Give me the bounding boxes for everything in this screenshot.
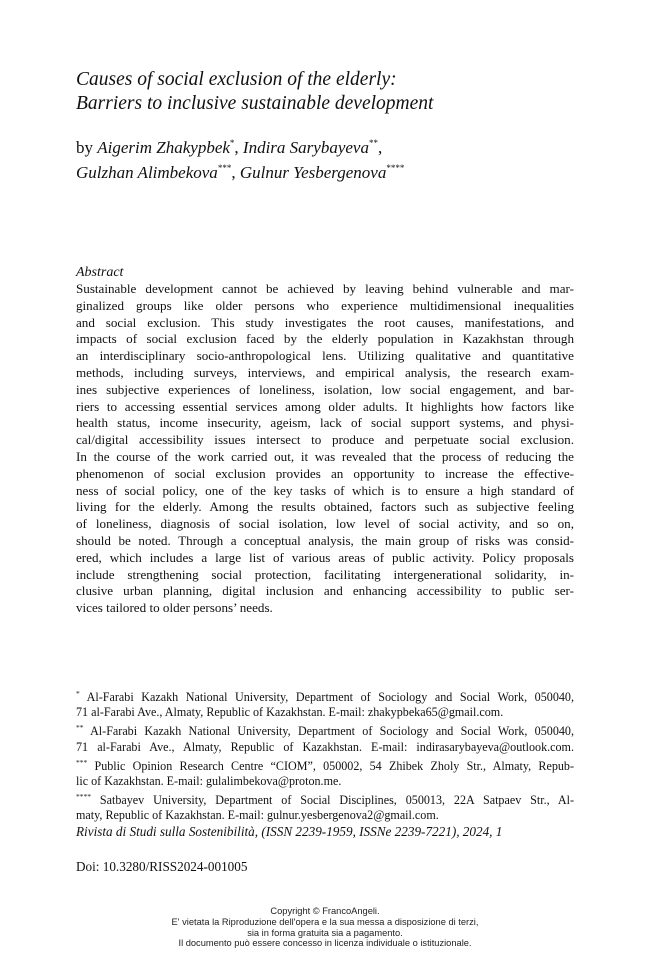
abstract-line: living for the elderly. Among the results obtained, factors such as subjective feeling — [76, 499, 574, 515]
abstract-line: health status, income insecurity, ageism, lack of social support systems, and physi- — [76, 415, 574, 431]
footnote-text: 71 al-Farabi Ave., Almaty, Republic of Kazakhstan. E-mail: zhakypbeka65@gmail.com. — [76, 705, 504, 720]
footnote-mark: ** — [76, 723, 84, 733]
author-list — [76, 133, 596, 183]
abstract-line: Sustainable development cannot be achieved by leaving behind vulnerable and mar- — [76, 281, 574, 296]
copyright-line: sia in forma gratuita sia a pagamento. — [247, 927, 403, 938]
abstract-line: riers to accessing essential services among older adults. It highlights how factors like — [76, 398, 574, 414]
author-line-2 — [76, 158, 596, 183]
footnote-text: Al-Farabi Kazakh National University, Department of Sociology and Social Work, 050040, — [79, 690, 574, 704]
footnote-text: 71 al-Farabi Ave., Almaty, Republic of Kazakhstan. E-mail: indirasarybayeva@outlook.com. — [76, 739, 574, 754]
abstract-line: vices tailored to older persons’ needs. — [76, 600, 273, 616]
by-prefix: by — [76, 138, 98, 157]
author-footnote-mark: * — [229, 138, 235, 148]
abstract-line: and social exclusion. This study investigates the root causes, manifestations, and — [76, 314, 574, 330]
abstract-line: impacts of social exclusion faced by the elderly population in Kazakhstan through — [76, 331, 574, 347]
footnote-text: maty, Republic of Kazakhstan. E-mail: gulnur.yesbergenova2@gmail.com. — [76, 808, 439, 823]
doi: Doi: 10.3280/RISS2024-001005 — [76, 859, 248, 874]
footnote-line — [76, 705, 574, 720]
copyright-line: Il documento può essere concesso in licenza individuale o istituzionale. — [178, 938, 472, 949]
copyright-line: Copyright © FrancoAngeli. — [270, 906, 380, 916]
footnote-mark: *** — [76, 757, 88, 767]
abstract-line: methods, including surveys, interviews, and empirical analysis, the research exam- — [76, 364, 574, 380]
author-line-1 — [76, 133, 596, 158]
abstract-line: clusive urban planning, digital inclusion and enhancing accessibility to public ser- — [76, 583, 574, 599]
footnote-line — [76, 740, 574, 755]
footnote-line — [76, 720, 574, 739]
author-name: Indira Sarybayeva — [242, 138, 369, 157]
abstract-line: ness of social policy, one of the key tasks of which is to ensure a high standard of — [76, 482, 574, 498]
footnote-line — [76, 755, 574, 774]
footnote-text: lic of Kazakhstan. E-mail: gulalimbekova@proton.me. — [76, 774, 342, 789]
author-separator: , — [231, 163, 240, 182]
footnote-mark: * — [76, 689, 80, 698]
abstract-heading: Abstract — [76, 265, 124, 280]
article-title — [76, 68, 596, 116]
author-separator: , — [377, 138, 383, 157]
title-line-2: Barriers to inclusive sustainable development — [76, 93, 434, 114]
abstract-line: include strengthening social protection, facilitating intergenerational solidarity, in- — [76, 566, 574, 582]
author-footnote-mark: **** — [386, 163, 405, 173]
author-separator: , — [234, 138, 243, 157]
author-name: Gulzhan Alimbekova — [76, 163, 218, 182]
author-name: Aigerim Zhakypbek — [97, 138, 230, 157]
footnote-text: Al-Farabi Kazakh National University, Department of Sociology and Social Work, 050040, — [83, 724, 574, 739]
footnote-mark: **** — [76, 792, 91, 802]
abstract-line: cal/digital accessibility issues intersect to produce and perpetuate social exclusion. — [76, 432, 574, 448]
author-footnote-mark: *** — [217, 163, 232, 173]
footnote-line — [76, 808, 574, 823]
author-footnote-mark: ** — [368, 138, 378, 148]
author-name: Gulnur Yesbergenova — [239, 163, 387, 182]
abstract-line: ginalized groups like older persons who experience multidimensional inequalities — [76, 297, 574, 313]
copyright-notice — [0, 906, 650, 949]
author-footnotes — [76, 686, 574, 824]
abstract-line: should be noted. Through a conceptual analysis, the main group of risks was consid- — [76, 532, 574, 548]
footnote-text: Satbayev University, Department of Social Disciplines, 050013, 22A Satpaev Str., Al- — [91, 793, 574, 808]
abstract-text — [76, 281, 574, 617]
footnote-text: Public Opinion Research Centre “CIOM”, 050002, 54 Zhibek Zholy Str., Almaty, Repub- — [87, 758, 574, 773]
footnote-line — [76, 774, 574, 789]
abstract-line: phenomenon of social exclusion provides an opportunity to increase the effective- — [76, 465, 574, 481]
footnote-line — [76, 686, 574, 705]
journal-citation: Rivista di Studi sulla Sostenibilità, (ISSN 2239-1959, ISSNe 2239-7221), 2024, 1 — [76, 824, 503, 839]
footnote-line — [76, 789, 574, 808]
abstract-line: of loneliness, diagnosis of social isolation, low level of social activity, and so on, — [76, 516, 574, 532]
title-line-1: Causes of social exclusion of the elderly: — [76, 69, 397, 90]
abstract-line: an interdisciplinary socio-anthropological lens. Utilizing qualitative and quantitative — [76, 348, 574, 364]
abstract-line: In the course of the work carried out, it was revealed that the process of reducing the — [76, 448, 574, 464]
abstract-line: ered, which includes a large list of various areas of public activity. Policy proposals — [76, 549, 574, 565]
abstract-line: ines subjective experiences of loneliness, isolation, low social engagement, and bar- — [76, 381, 574, 397]
copyright-line: E' vietata la Riproduzione dell'opera e la sua messa a disposizione di terzi, — [171, 916, 479, 927]
